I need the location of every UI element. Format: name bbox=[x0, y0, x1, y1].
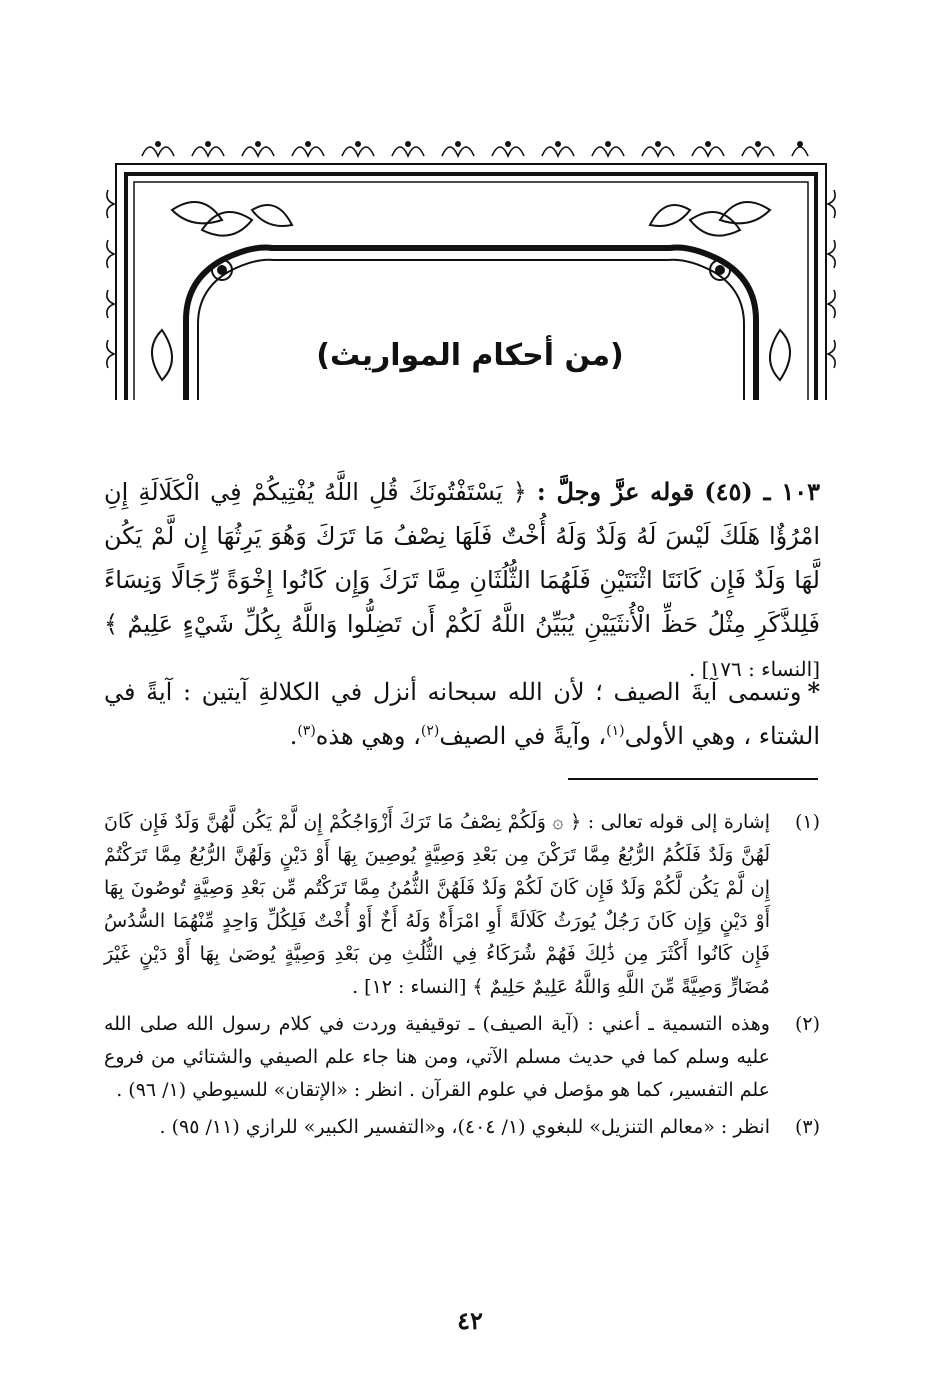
star-marker: * bbox=[807, 677, 820, 706]
footnote-lead: انظر : «معالم التنزيل» للبغوي (١/ ٤٠٤)، و«التفسير الكبير» للرازي (١١/ ٩٥) . bbox=[159, 1116, 770, 1138]
footnote-item bbox=[104, 1111, 820, 1144]
footnotes-section bbox=[104, 806, 820, 1148]
verse-intro: قوله عزَّ وجلَّ : bbox=[536, 477, 695, 506]
footnote-lead: وهذه التسمية ـ أعني : (آية الصيف) ـ توقيفية وردت في كلام رسول الله صلى الله عليه وسلم كما في حديث مسلم الآتي، ومن هنا جاء علم الصيفي والشتائي من فروع علم التفسير، كما هو مؤصل في علوم القرآن . انظر : «الإتقان» للسيوطي (١/ ٩٦) . bbox=[104, 1013, 770, 1101]
footnote-item bbox=[104, 1008, 820, 1107]
footnote-ref-2: (٢) bbox=[420, 723, 440, 739]
verse-reference: [النساء : ١٧٦] . bbox=[688, 657, 820, 681]
footnote-body bbox=[104, 806, 770, 1004]
commentary-text-4: . bbox=[289, 722, 298, 750]
footnote-number: (٣) bbox=[794, 1116, 820, 1138]
footnote-tail: [النساء : ١٢] . bbox=[352, 976, 467, 998]
footnote-body bbox=[104, 1008, 770, 1107]
footnote-lead: إشارة إلى قوله تعالى : bbox=[587, 811, 770, 833]
entry-number: ١٠٣ ـ (٤٥) bbox=[704, 477, 820, 506]
commentary-text-1: وتسمى آيةَ الصيف ؛ لأن الله سبحانه أنزل في الكلالةِ آيتين : آيةً في الشتاء ، وهي الأولى bbox=[104, 678, 820, 750]
main-text-block bbox=[104, 470, 820, 691]
commentary-paragraph bbox=[104, 670, 820, 758]
page-number: ٤٢ bbox=[457, 1306, 483, 1335]
chapter-title: (من أحكام المواريث) bbox=[316, 338, 624, 373]
commentary-text-2: ، وآيةً في الصيف bbox=[439, 722, 607, 750]
footnote-number: (٢) bbox=[794, 1013, 820, 1035]
commentary-text-3: ، وهي هذه bbox=[315, 722, 421, 750]
footnote-number: (١) bbox=[794, 811, 820, 833]
footnote-ref-1: (١) bbox=[606, 723, 625, 739]
footnote-ref-3: (٣) bbox=[297, 723, 316, 739]
footnote-divider bbox=[568, 778, 818, 780]
footnote-item bbox=[104, 806, 820, 1004]
footnote-verse: ﴿ ۞ وَلَكُمْ نِصْفُ مَا تَرَكَ أَزْوَاجُكُمْ إِن لَّمْ يَكُن لَّهُنَّ وَلَدٌ فَإِن كَانَ لَهُنَّ وَلَدٌ فَلَكُمُ الرُّبُعُ مِمَّا تَرَكْنَ مِن بَعْدِ وَصِيَّةٍ يُوصِينَ بِهَا أَوْ دَيْنٍ وَلَهُنَّ الرُّبُعُ مِمَّا تَرَكْتُمْ إِن لَّمْ يَكُن لَّكُمْ وَلَدٌ فَإِن كَانَ لَكُمْ وَلَدٌ فَلَهُنَّ الثُّمُنُ مِمَّا تَرَكْتُم مِّن بَعْدِ وَصِيَّةٍ تُوصُونَ بِهَا أَوْ دَيْنٍ وَإِن كَانَ رَجُلٌ يُورَثُ كَلَالَةً أَوِ امْرَأَةٌ وَلَهُ أَخٌ أَوْ أُخْتٌ فَلِكُلِّ وَاحِدٍ مِّنْهُمَا السُّدُسُ فَإِن كَانُوا أَكْثَرَ مِن ذَٰلِكَ فَهُمْ شُرَكَاءُ فِي الثُّلُثِ مِن بَعْدِ وَصِيَّةٍ يُوصَىٰ بِهَا أَوْ دَيْنٍ غَيْرَ مُضَارٍّ وَصِيَّةً مِّنَ اللَّهِ وَاللَّهُ عَلِيمٌ حَلِيمٌ ﴾ bbox=[104, 811, 770, 998]
quran-verse: ﴿ يَسْتَفْتُونَكَ قُلِ اللَّهُ يُفْتِيكُمْ فِي الْكَلَالَةِ إِنِ امْرُؤٌا هَلَكَ لَيْسَ لَهُ وَلَدٌ وَلَهُ أُخْتٌ فَلَهَا نِصْفُ مَا تَرَكَ وَهُوَ يَرِثُهَا إِن لَّمْ يَكُن لَّهَا وَلَدٌ فَإِن كَانَتَا اثْنَتَيْنِ فَلَهُمَا الثُّلُثَانِ مِمَّا تَرَكَ وَإِن كَانُوا إِخْوَةً رِّجَالًا وَنِسَاءً فَلِلذَّكَرِ مِثْلُ حَظِّ الْأُنثَيَيْنِ يُبَيِّنُ اللَّهُ لَكُمْ أَن تَضِلُّوا وَاللَّهُ بِكُلِّ شَيْءٍ عَلِيمٌ ﴾ bbox=[104, 478, 820, 638]
footnote-body bbox=[104, 1111, 770, 1144]
